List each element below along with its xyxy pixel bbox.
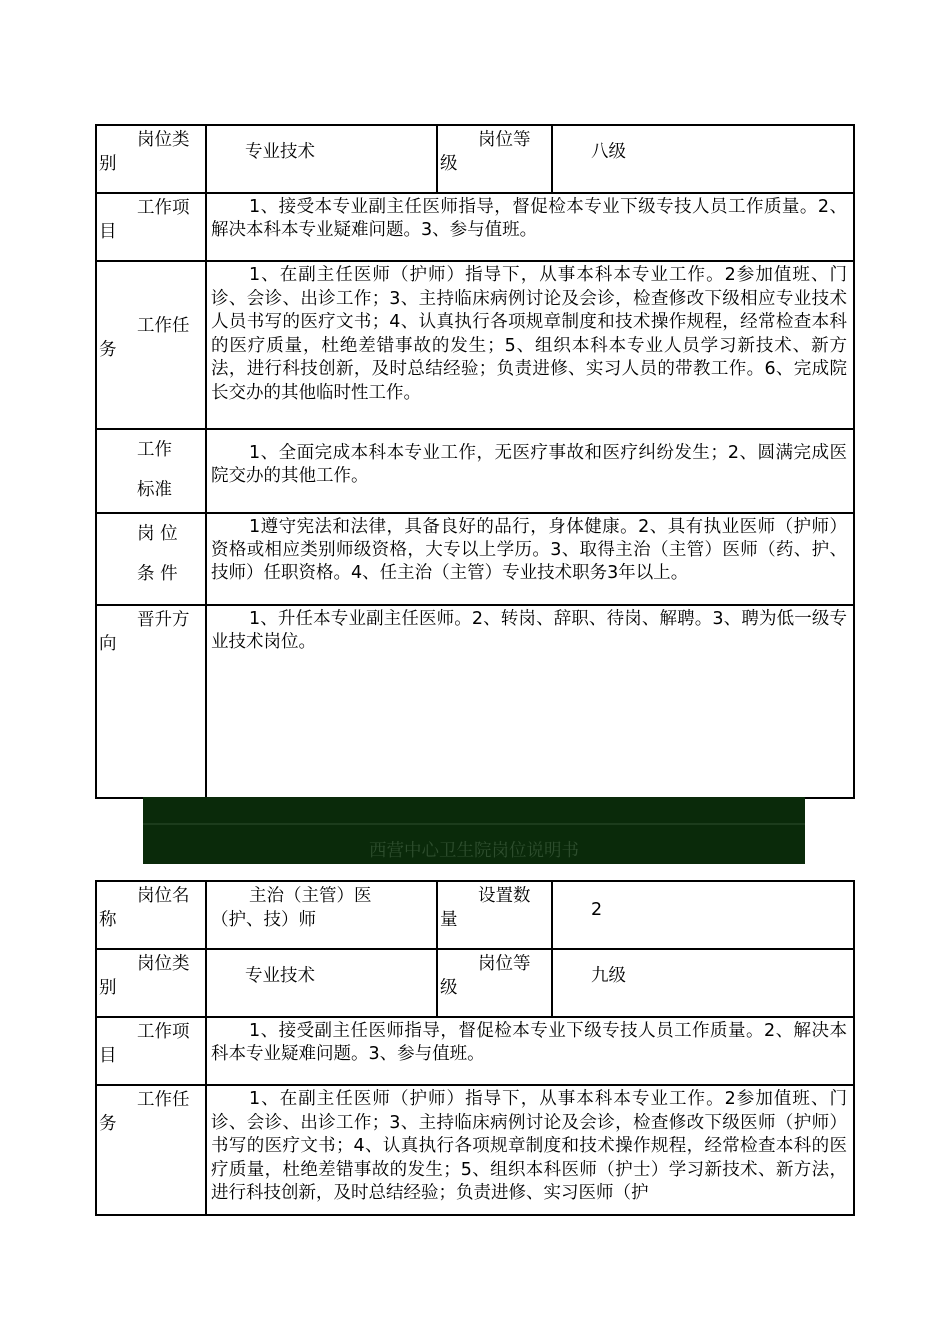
row-work-tasks (97, 262, 853, 430)
row-promotion (97, 606, 853, 797)
row-work-items-2 (97, 1018, 853, 1086)
work-items-label-2: 工作项 目 (97, 1018, 207, 1084)
work-tasks-label: 工作任 务 (97, 262, 207, 428)
promotion-text: 1、升任本专业副主任医师。2、转岗、辞职、待岗、解聘。3、聘为低一级专业技术岗位。 (211, 609, 847, 652)
grade-label: 岗位等 级 (438, 126, 553, 192)
category-value: 专业技术 (207, 126, 438, 192)
work-standard-text: 1、全面完成本科本专业工作，无医疗事故和医疗纠纷发生；2、圆满完成医院交办的其他工作。 (211, 443, 847, 486)
row-category (97, 126, 853, 194)
category-label-2: 岗位类 别 (97, 950, 207, 1016)
grade-label-2: 岗位等 级 (438, 950, 553, 1016)
row-position-name (97, 882, 853, 950)
work-standard-label: 工作 标准 (97, 430, 207, 512)
document-title-banner (143, 797, 805, 864)
work-items-text-2: 1、接受副主任医师指导，督促检本专业下级专技人员工作质量。2、解决本科本专业疑难问题。3、参与值班。 (211, 1021, 847, 1064)
work-items-text: 1、接受本专业副主任医师指导，督促检本专业下级专技人员工作质量。2、解决本科本专业疑难问题。3、参与值班。 (211, 197, 847, 240)
work-tasks-text-2: 1、在副主任医师（护师）指导下，从事本科本专业工作。2参加值班、门诊、会诊、出诊工作；3、主持临床病例讨论及会诊，检查修改下级医师（护师）书写的医疗文书；4、认真执行各项规章制度和技术操作规程，经常检查本科的医疗质量，杜绝差错事故的发生；5、组织本科医师（护士）学习新技术、新方法，进行科技创新，及时总结经验；负责进修、实习医师（护 (211, 1089, 847, 1203)
grade-value-2: 九级 (591, 966, 626, 986)
job-table-grade-8 (95, 124, 855, 799)
promotion-label: 晋升方 向 (97, 606, 207, 797)
count-label: 设置数 量 (438, 882, 553, 948)
row-work-items (97, 194, 853, 262)
work-tasks-label-2: 工作任 务 (97, 1086, 207, 1214)
category-label-line1: 岗位类 (137, 130, 190, 150)
grade-label-line1: 岗位等 (478, 130, 531, 150)
count-value: 2 (591, 900, 603, 920)
job-conditions-label: 岗 位 条 件 (97, 514, 207, 604)
job-table-grade-9 (95, 880, 855, 1216)
document-title: 西营中心卫生院岗位说明书 (369, 841, 579, 861)
position-name-label: 岗位名 称 (97, 882, 207, 948)
row-job-conditions (97, 514, 853, 606)
category-value-2: 专业技术 (207, 950, 438, 1016)
category-label: 岗位类 别 (97, 126, 207, 192)
work-tasks-text: 1、在副主任医师（护师）指导下，从事本科本专业工作。2参加值班、门诊、会诊、出诊工作；3、主持临床病例讨论及会诊，检查修改下级相应专业技术人员书写的医疗文书；4、认真执行各项规章制度和技术操作规程，经常检查本科的医疗质量，杜绝差错事故的发生；5、组织本科本专业人员学习新技术、新方法，进行科技创新，及时总结经验；负责进修、实习人员的带教工作。6、完成院长交办的其他临时性工作。 (211, 265, 847, 403)
work-items-label: 工作项 目 (97, 194, 207, 260)
job-conditions-text: 1遵守宪法和法律，具备良好的品行，身体健康。2、具有执业医师（护师）资格或相应类别师级资格，大专以上学历。3、取得主治（主管）医师（药、护、技师）任职资格。4、任主治（主管）专业技术职务3年以上。 (211, 517, 847, 583)
row-work-tasks-2 (97, 1086, 853, 1214)
banner-divider (143, 823, 805, 825)
position-name-value: 主治（主管）医 （护、技）师 (207, 882, 438, 948)
row-work-standard (97, 430, 853, 514)
row-category-2 (97, 950, 853, 1018)
grade-value: 八级 (591, 142, 626, 162)
